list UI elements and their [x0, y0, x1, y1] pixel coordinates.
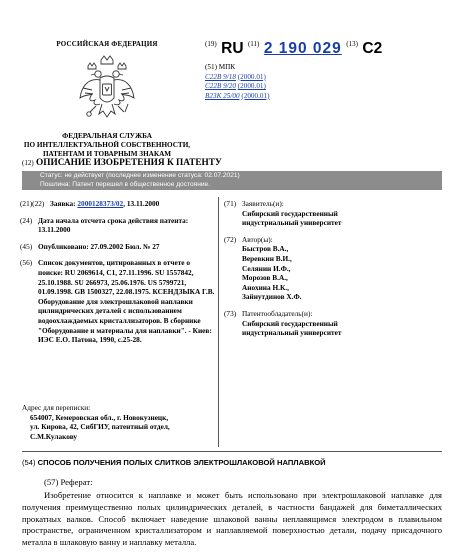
owner-field: [224, 309, 442, 338]
field-label: Автор(ы):: [242, 234, 273, 244]
field-value: Опубликовано: 27.09.2002 Бюл. № 27: [38, 241, 160, 251]
title-text: ОПИСАНИЕ ИЗОБРЕТЕНИЯ К ПАТЕНТУ: [36, 158, 222, 168]
code-19: (19): [205, 40, 217, 48]
authors-field: [224, 235, 442, 302]
address-line: 654007, Кемеровская обл., г. Новокузнецк,: [30, 412, 169, 422]
field-code: (45): [20, 241, 33, 251]
ipc-row: [205, 92, 270, 102]
ipc-year[interactable]: (2000.01): [237, 72, 266, 81]
ipc-year[interactable]: (2000.01): [237, 82, 266, 91]
address-block: [22, 403, 214, 441]
patent-number-link[interactable]: 2 190 029: [263, 40, 342, 57]
invention-title: [22, 458, 452, 467]
field-code: (73): [224, 308, 237, 318]
coat-of-arms-icon: [78, 54, 136, 126]
column-divider: [218, 197, 219, 447]
author-name: Анохина Н.К.,: [242, 282, 289, 292]
document-title: [22, 158, 442, 168]
author-name: Зайнутдинов Х.Ф.: [242, 292, 302, 302]
ipc-label: (51) МПК: [205, 63, 236, 71]
field-value: Сибирский государственный: [242, 208, 338, 218]
applicant-field: [224, 199, 442, 228]
cited-documents-field: [20, 258, 216, 344]
field-code: (21)(22): [20, 199, 45, 208]
field-code: (71): [224, 199, 237, 208]
address-label: Адрес для переписки:: [22, 403, 91, 412]
term-start-field: [20, 216, 216, 235]
agency-line: ПАТЕНТАМ И ТОВАРНЫМ ЗНАКАМ: [42, 150, 172, 158]
ipc-row: [205, 73, 270, 83]
author-name: Морозов В.А.,: [242, 273, 288, 283]
field-value: индустриальный университет: [242, 218, 342, 228]
ipc-class-link[interactable]: B23K 25/00: [205, 91, 240, 100]
field-value: Список документов, цитированных в отчете о поиске: RU 2069614, C1, 27.11.1996. SU 1557842, 25.10.1988. SU 266973, 25.06.1976. US 5799721, 01.09.1998. GB 1500327, 22.08.1975. КСЕНДЗЫКА Г.В. Оборудование для электрошлаковой наплавки цилиндрических деталей с использованием водоохлаждаемых кристаллизаторов. В сборнике "Оборудование и материалы для наплавки". - Киев: ИЭС Е.О. Патона, 1990, с.25-28.: [38, 258, 215, 345]
abstract-text: Изобретение относится к наплавке и может быть использовано при электрошлаковой наплавке для получения преимущественно полых цилиндрических деталей, в частности бандажей для биметаллических прокатных валков. Способ включает наведение шлаковой ванны неплавящимся электродом в плавильном пространстве, ограниченном кристаллизатором и наплавляемой поверхностью детали, подачу присадочного металла в шлаковую ванну и наплавку металла.: [22, 490, 442, 548]
abstract-heading: (57) Реферат:: [44, 477, 93, 487]
agency-line: ФЕДЕРАЛЬНАЯ СЛУЖБА: [62, 132, 152, 140]
code-13: (13): [346, 40, 358, 48]
field-value: 13.11.2000: [38, 225, 71, 235]
agency-line: ПО ИНТЕЛЛЕКТУАЛЬНОЙ СОБСТВЕННОСТИ,: [23, 141, 191, 149]
field-code: (72): [224, 234, 237, 244]
fee-line: Пошлина: Патент перешел в общественное достояние.: [40, 180, 211, 188]
title-code: (12): [22, 159, 34, 167]
code-11: (11): [247, 40, 260, 48]
federation-label: РОССИЙСКАЯ ФЕДЕРАЦИЯ: [56, 40, 158, 48]
address-line: ул. Кирова, 42, СибГИУ, патентный отдел,: [30, 422, 170, 432]
field-label: Дата начала отсчета срока действия патента:: [38, 215, 189, 225]
right-bibliographic-column: [224, 199, 442, 345]
field-value: Сибирский государственный: [242, 318, 338, 328]
ipc-year[interactable]: (2000.01): [241, 91, 270, 100]
country-code: RU: [221, 40, 244, 57]
author-name: Веревкин В.И.,: [242, 253, 292, 263]
field-value: индустриальный университет: [242, 328, 342, 338]
published-field: [20, 242, 216, 252]
ipc-class-link[interactable]: C22B 9/20: [205, 82, 236, 91]
application-number-link[interactable]: 2000128373/02: [77, 199, 124, 208]
field-label: Патентообладатель(и):: [242, 308, 313, 318]
ipc-row: [205, 82, 270, 92]
kind-code: C2: [362, 40, 383, 57]
field-code: (56): [20, 258, 33, 268]
section-divider: [22, 451, 442, 452]
status-line: Статус: не действует (последнее изменение статуса: 02.07.2021): [40, 172, 240, 179]
field-code: (24): [20, 215, 33, 225]
patent-number-header: [205, 40, 382, 58]
left-bibliographic-column: [20, 199, 216, 352]
agency-name: [14, 132, 200, 159]
ipc-class-link[interactable]: C22B 9/18: [205, 72, 236, 81]
application-field: [20, 199, 216, 209]
ipc-classes: [205, 63, 270, 101]
author-name: Селянин И.Ф.,: [242, 263, 291, 273]
field-label: Заявитель(и):: [242, 199, 284, 208]
address-line: С.М.Кулакову: [30, 431, 78, 441]
author-name: Быстров В.А.,: [242, 244, 289, 254]
invention-title-text: СПОСОБ ПОЛУЧЕНИЯ ПОЛЫХ СЛИТКОВ ЭЛЕКТРОШЛАКОВОЙ НАПЛАВКОЙ: [37, 458, 326, 467]
status-bar: [22, 171, 442, 190]
application-date: , 13.11.2000: [123, 199, 160, 208]
title-code: (54): [22, 458, 36, 467]
field-label: Заявка:: [50, 199, 76, 208]
